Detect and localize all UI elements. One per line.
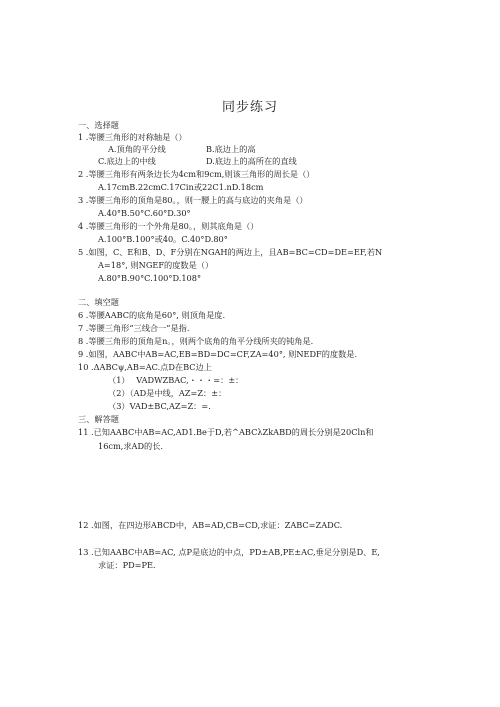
- section-heading-choice: 一、选择题: [78, 120, 119, 130]
- question-10: 10 .ΔABCψ,AB=AC.点D在BC边上: [78, 362, 212, 372]
- question-5-continued: A=18°, 则NGEF的度数是（）: [98, 260, 214, 270]
- question-1-option-a: A.顶角的平分线: [108, 144, 166, 154]
- question-10-part-2: （2）（AD是中线，AZ=Z：±：: [108, 388, 227, 398]
- question-10-part-1: （1） VADWZBAC,・・・=：±：: [108, 375, 244, 385]
- question-6: 6 .等腰AABC的底角是60°, 则顶角是度.: [78, 310, 226, 320]
- question-1-option-c: C.底边上的中线: [98, 156, 156, 166]
- question-5-options: A.80°B.90°C.100°D.108°: [98, 273, 202, 283]
- question-1-option-d: D.底边上的高所在的直线: [206, 156, 297, 166]
- question-13-continued: 求证：PD=PE.: [98, 560, 156, 570]
- question-7: 7 .等腰三角形“三线合一”是指.: [78, 323, 190, 333]
- question-5: 5 .如图，C、E和B、D、F分别在NGAH的两边上，且AB=BC=CD=DE=EF,若N: [78, 247, 383, 257]
- question-4-options: A.100°B.100°或40。C.40°D.80°: [98, 234, 228, 244]
- question-12: 12 .如图，在四边形ABCD中，AB=AD,CB=CD,求证：ZABC=ZADC.: [78, 520, 343, 530]
- question-13: 13 .已知AABC中AB=AC, 点P是底边的中点，PD±AB,PE±AC,垂足分别是D、E,: [78, 547, 380, 557]
- question-11: 11 .已知AABC中AB=AC,AD1.Be于D,若^ABCλZkABD的周长分别是20Cln和: [78, 427, 374, 437]
- question-3-options: A.40°B.50°C.60°D.30°: [98, 208, 191, 218]
- page-title: 同步练习: [221, 100, 278, 115]
- question-8: 8 .等腰三角形的顶角是n。，则两个底角的角平分线所夹的钝角是.: [78, 336, 314, 346]
- question-9: 9 .如图，AABC中AB=AC,EB=BD=DC=CF,ZA=40°, 则NEDF的度数是.: [78, 349, 358, 359]
- section-heading-fill: 二、填空题: [78, 297, 119, 307]
- question-10-part-3: （3）VAD±BC,AZ=Z：=.: [108, 401, 211, 411]
- section-heading-solve: 三、解答题: [78, 414, 119, 424]
- question-3: 3 .等腰三角形的顶角是80。，则一腰上的高与底边的夹角是（）: [78, 195, 308, 205]
- question-1: 1 .等腰三角形的对称轴是（）: [78, 132, 187, 142]
- question-2: 2 .等腰三角形有两条边长为4cm和9cm,则该三角形的周长是（）: [78, 169, 315, 179]
- question-1-option-b: B.底边上的高: [206, 144, 256, 154]
- question-2-options: A.17cmB.22cmC.17Cin或22C1.nD.18cm: [98, 182, 264, 192]
- question-4: 4 .等腰三角形的一个外角是80。，则其底角是（）: [78, 221, 259, 231]
- question-11-continued: 16cm,求AD的长.: [98, 441, 164, 451]
